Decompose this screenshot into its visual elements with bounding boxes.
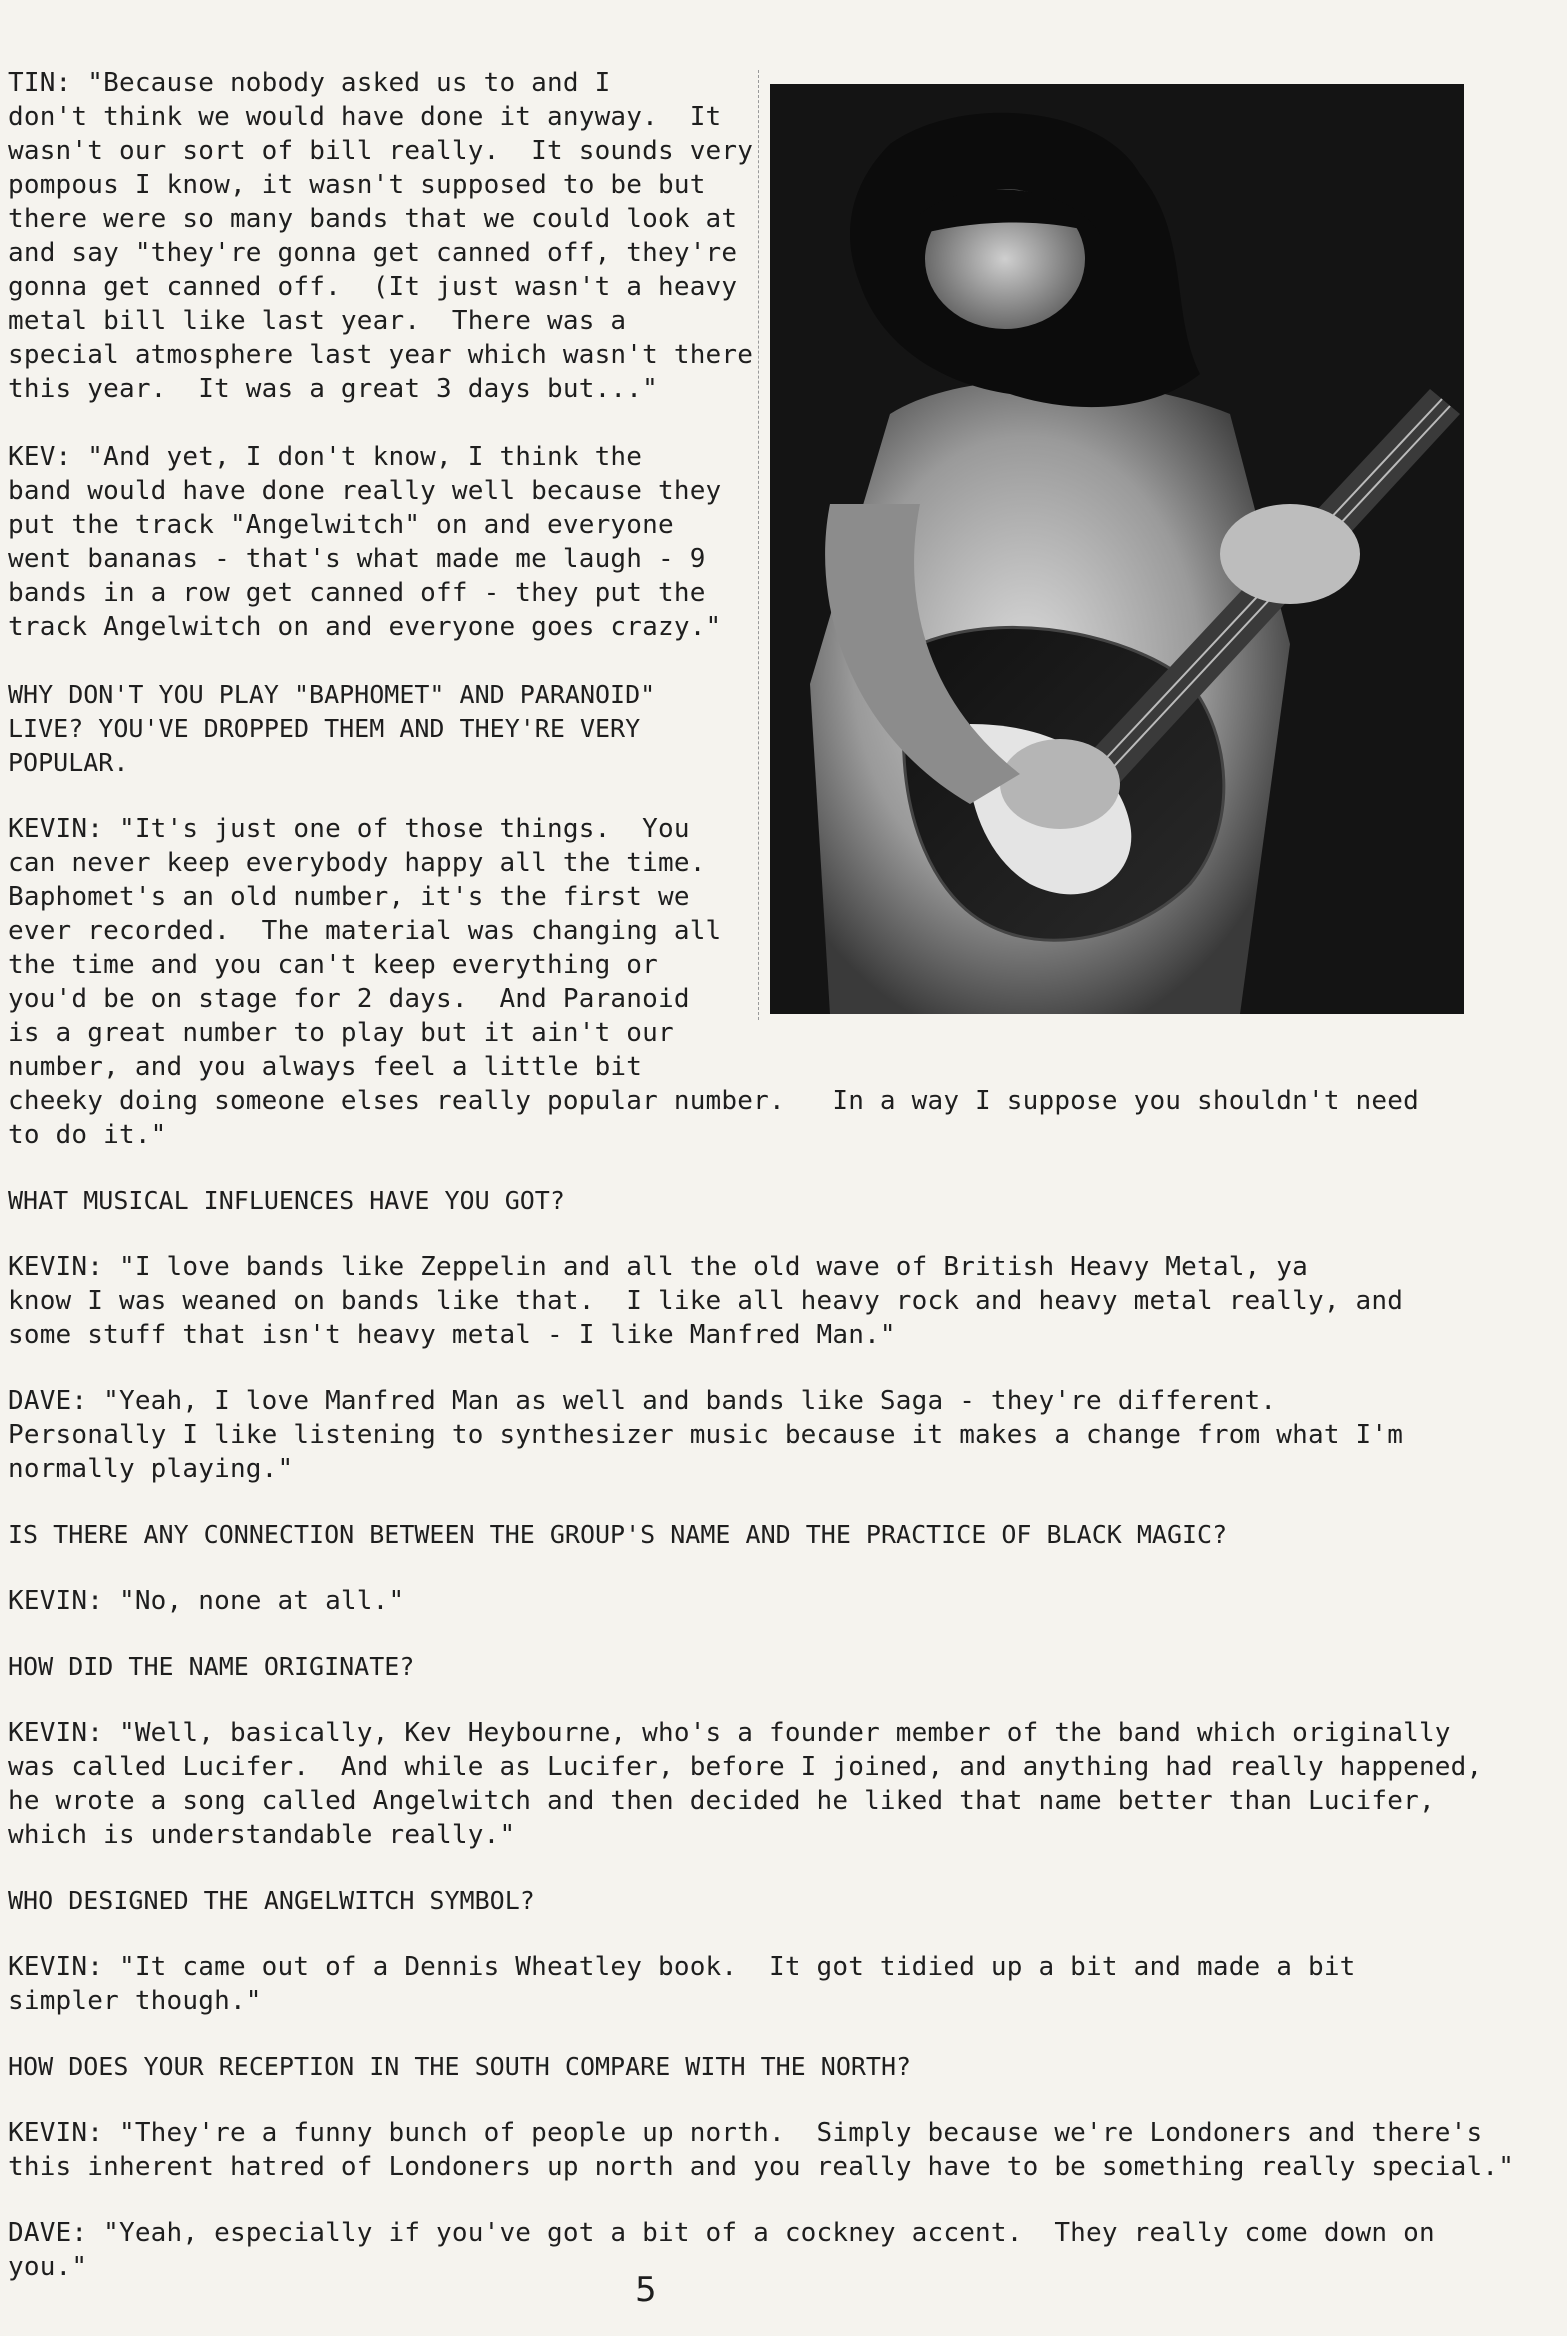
- question-line: POPULAR.: [8, 748, 129, 777]
- text-line: bands in a row get canned off - they put the: [8, 578, 706, 608]
- text-line: KEVIN: "Well, basically, Kev Heybourne, who's a founder member of the band which originally: [8, 1718, 1451, 1748]
- question-line: WHAT MUSICAL INFLUENCES HAVE YOU GOT?: [8, 1186, 565, 1215]
- bassist-photo-drawing: [770, 84, 1464, 1014]
- text-line: pompous I know, it wasn't supposed to be but: [8, 170, 706, 200]
- text-line: TIN: "Because nobody asked us to and I: [8, 68, 611, 98]
- question-line: LIVE? YOU'VE DROPPED THEM AND THEY'RE VERY: [8, 714, 641, 743]
- text-line: which is understandable really.": [8, 1820, 516, 1850]
- text-line: don't think we would have done it anyway. It: [8, 102, 722, 132]
- text-line: ever recorded. The material was changing all: [8, 916, 722, 946]
- text-line: cheeky doing someone elses really popular number. In a way I suppose you shouldn't need: [8, 1086, 1419, 1116]
- text-line: number, and you always feel a little bit: [8, 1052, 643, 1082]
- text-line: the time and you can't keep everything or: [8, 950, 658, 980]
- text-line: you'd be on stage for 2 days. And Paranoid: [8, 984, 690, 1014]
- text-line: put the track "Angelwitch" on and everyone: [8, 510, 674, 540]
- text-line: KEVIN: "It came out of a Dennis Wheatley book. It got tidied up a bit and made a bit: [8, 1952, 1356, 1982]
- text-line: there were so many bands that we could look at: [8, 204, 738, 234]
- text-line: simpler though.": [8, 1986, 262, 2016]
- text-line: special atmosphere last year which wasn't there: [8, 340, 754, 370]
- text-line: Baphomet's an old number, it's the first we: [8, 882, 690, 912]
- bassist-photo: [770, 84, 1464, 1014]
- text-line: you.": [8, 2252, 88, 2282]
- question-line: HOW DID THE NAME ORIGINATE?: [8, 1652, 415, 1681]
- text-line: and say "they're gonna get canned off, they're: [8, 238, 738, 268]
- text-line: this year. It was a great 3 days but...": [8, 374, 658, 404]
- text-line: KEVIN: "They're a funny bunch of people up north. Simply because we're Londoners and there's: [8, 2118, 1483, 2148]
- text-line: this inherent hatred of Londoners up north and you really have to be something really special.": [8, 2152, 1515, 2182]
- text-line: KEV: "And yet, I don't know, I think the: [8, 442, 643, 472]
- question-line: IS THERE ANY CONNECTION BETWEEN THE GROUP'S NAME AND THE PRACTICE OF BLACK MAGIC?: [8, 1520, 1228, 1549]
- text-line: KEVIN: "It's just one of those things. You: [8, 814, 690, 844]
- text-line: metal bill like last year. There was a: [8, 306, 627, 336]
- text-line: wasn't our sort of bill really. It sounds very: [8, 136, 754, 166]
- text-line: know I was weaned on bands like that. I like all heavy rock and heavy metal really, and: [8, 1286, 1404, 1316]
- question-line: HOW DOES YOUR RECEPTION IN THE SOUTH COMPARE WITH THE NORTH?: [8, 2052, 912, 2081]
- text-line: KEVIN: "No, none at all.": [8, 1586, 405, 1616]
- text-line: went bananas - that's what made me laugh - 9: [8, 544, 706, 574]
- question-line: WHY DON'T YOU PLAY "BAPHOMET" AND PARANOID": [8, 680, 656, 709]
- text-line: can never keep everybody happy all the time.: [8, 848, 706, 878]
- text-line: KEVIN: "I love bands like Zeppelin and all the old wave of British Heavy Metal, ya: [8, 1252, 1308, 1282]
- page-number: 5: [635, 2270, 657, 2310]
- text-line: he wrote a song called Angelwitch and then decided he liked that name better than Lucifer,: [8, 1786, 1435, 1816]
- text-line: to do it.": [8, 1120, 167, 1150]
- text-line: gonna get canned off. (It just wasn't a heavy: [8, 272, 738, 302]
- photo-cut-line: [758, 70, 760, 1020]
- question-line: WHO DESIGNED THE ANGELWITCH SYMBOL?: [8, 1886, 535, 1915]
- text-line: Personally I like listening to synthesizer music because it makes a change from what I'm: [8, 1420, 1404, 1450]
- text-line: was called Lucifer. And while as Lucifer, before I joined, and anything had really happened,: [8, 1752, 1483, 1782]
- text-line: some stuff that isn't heavy metal - I like Manfred Man.": [8, 1320, 896, 1350]
- text-line: is a great number to play but it ain't our: [8, 1018, 674, 1048]
- text-line: DAVE: "Yeah, I love Manfred Man as well and bands like Saga - they're different.: [8, 1386, 1277, 1416]
- text-line: DAVE: "Yeah, especially if you've got a bit of a cockney accent. They really come down on: [8, 2218, 1435, 2248]
- text-line: band would have done really well because they: [8, 476, 722, 506]
- text-line: track Angelwitch on and everyone goes crazy.": [8, 612, 722, 642]
- text-line: normally playing.": [8, 1454, 294, 1484]
